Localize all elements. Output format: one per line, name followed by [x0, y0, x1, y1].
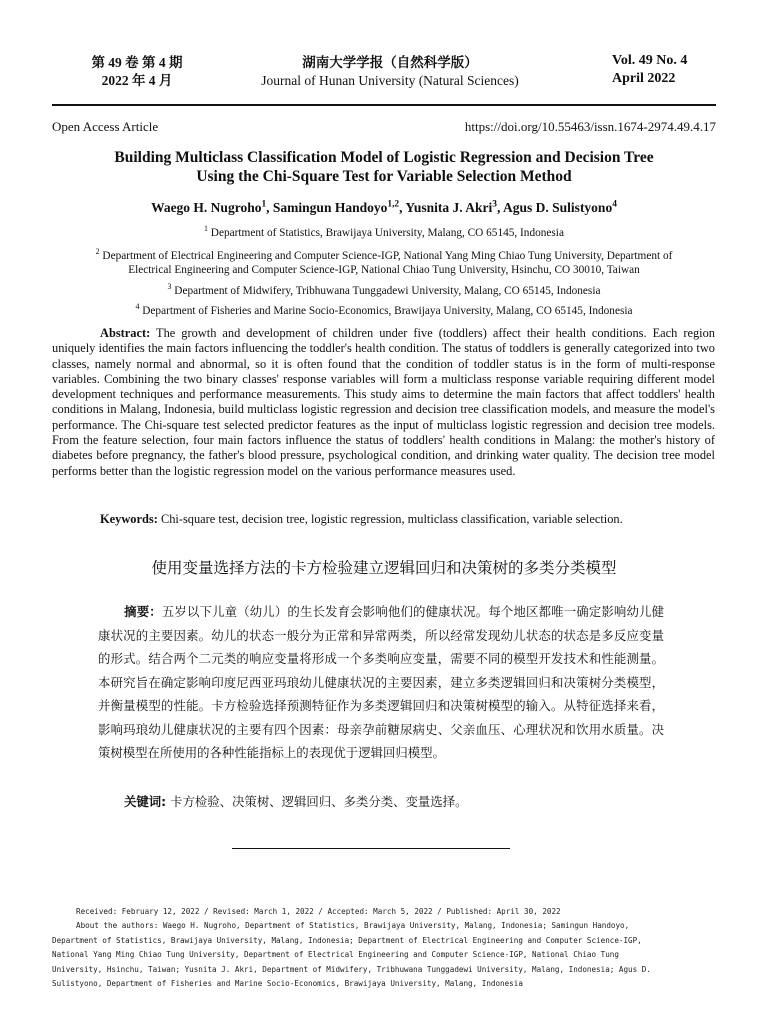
author-list	[40, 200, 728, 216]
affiliation-text: Department of Electrical Engineering and Computer Science-IGP, National Yang Ming Chiao Tung University, Department of	[102, 250, 673, 262]
footnote-divider	[232, 848, 510, 849]
journal-name-cn: 湖南大学学报（自然科学版）	[302, 55, 478, 70]
issue-volume-cn: 第 49 卷 第 4 期	[91, 55, 183, 70]
author-affiliation-mark: 4	[612, 199, 617, 210]
footnote-line: Sulistyono, Department of Fisheries and Marine Socio-Economics, Brawijaya University, Malang, Indonesia	[52, 979, 523, 989]
affiliation-1	[40, 224, 728, 241]
footnote-line: National Yang Ming Chiao Tung University, Department of Electrical Engineering and Computer Science-IGP, National Chiao Tung	[52, 950, 619, 960]
author-affiliation-mark: 1	[261, 199, 267, 210]
footnote-dates: Received: February 12, 2022 / Revised: March 1, 2022 / Accepted: March 5, 2022 / Published: April 30, 2022	[76, 907, 561, 916]
footnote-line: About the authors: Waego H. Nugroho, Department of Statistics, Brawijaya University, Malang, Indonesia; Samingun Handoyo,	[76, 921, 630, 931]
doi-link[interactable]: https://doi.org/10.55463/issn.1674-2974.49.4.17	[464, 119, 716, 134]
access-label: Open Access Article	[52, 119, 159, 134]
journal-name-en: Journal of Hunan University (Natural Sciences)	[261, 73, 519, 88]
footnote	[52, 905, 716, 991]
affiliation-number: 2	[95, 247, 100, 257]
issue-info-en	[612, 52, 742, 88]
abstract-cn	[98, 600, 664, 765]
author-affiliation-mark: 3	[492, 199, 498, 210]
affiliation-2	[40, 247, 728, 277]
journal-header	[0, 0, 768, 106]
keywords-en	[100, 512, 720, 527]
keywords-label: Keywords:	[100, 512, 158, 526]
author-separator: ,	[399, 200, 406, 215]
affiliation-text: Department of Midwifery, Tribhuwana Tunggadewi University, Malang, CO 65145, Indonesia	[174, 285, 601, 297]
abstract-text-cn: 五岁以下儿童（幼儿）的生长发育会影响他们的健康状况。每个地区都唯一确定影响幼儿健康状况的主要因素。幼儿的状态一般分为正常和异常两类，所以经常发现幼儿状态的状态是多反应变量的形式。结合两个二元类的响应变量将形成一个多类响应变量，需要不同的模型开发技术和性能测量。本研究旨在确定影响印度尼西亚玛琅幼儿健康状况的主要因素，建立多类逻辑回归和决策树分类模型，并衡量模型的性能。卡方检验选择预测特征作为多类逻辑回归和决策树模型的输入。从特征选择来看，影响玛琅幼儿健康状况的主要有四个因素：母亲孕前糖尿病史、父亲血压、心理状况和饮用水质量。决策树模型在所使用的各种性能指标上的表现优于逻辑回归模型。	[98, 604, 665, 760]
keywords-text: Chi-square test, decision tree, logistic regression, multiclass classification, variable selection.	[160, 512, 623, 526]
issue-date-en: April 2022	[612, 71, 676, 86]
abstract-label: Abstract:	[100, 326, 151, 340]
affiliation-text: Department of Fisheries and Marine Socio-Economics, Brawijaya University, Malang, CO 65145, Indonesia	[142, 305, 633, 317]
paper-title	[40, 148, 728, 186]
affiliation-4	[40, 302, 728, 319]
abstract-label-cn: 摘要：	[124, 604, 162, 619]
paper-title-cn: 使用变量选择方法的卡方检验建立逻辑回归和决策树的多类分类模型	[151, 559, 617, 577]
journal-name	[200, 54, 580, 90]
affiliation-number: 1	[204, 224, 208, 234]
author-name: Yusnita J. Akri	[405, 200, 493, 215]
abstract-en	[52, 326, 715, 479]
author-name: Agus D. Sulistyono	[503, 200, 613, 215]
author-separator: ,	[497, 200, 504, 215]
affiliation-3	[40, 282, 728, 299]
header-divider	[52, 104, 716, 106]
affiliation-number: 4	[135, 302, 140, 312]
author-name: Samingun Handoyo	[272, 200, 388, 215]
issue-date-cn: 2022 年 4 月	[101, 73, 173, 88]
keywords-text-cn: 卡方检验、决策树、逻辑回归、多类分类、变量选择。	[170, 794, 468, 809]
author-name: Waego H. Nugroho	[151, 200, 262, 215]
footnote-line: University, Hsinchu, Taiwan; Yusnita J. Akri, Department of Midwifery, Tribhuwana Tunggadewi University, Malang, Indonesia; Agus D.	[52, 964, 651, 974]
affiliation-text: Electrical Engineering and Computer Science-IGP, National Chiao Tung University, Hsinchu, CO 30010, Taiwan	[128, 263, 640, 276]
abstract-text: The growth and development of children under five (toddlers) affect their health conditions. Each region uniquely identifies the main factors influencing the toddler's health condition. The status of toddlers is generally categorized into two classes, namely normal and abnormal, so it is often found that the condition of toddler status is in the form of multi-response variables. Combining the two binary classes' response variables will form a multiclass response variable requiring different model development techniques and performance measurements. This study aims to determine the main factors that affect toddlers' health conditions in Malang, Indonesia, build multiclass logistic regression and decision tree classification models, and measure the model's performance. The Chi-square test selected predictor features as the input of multiclass logistic regression and decision tree models. From the feature selection, four main factors influence the status of toddlers' health conditions in Malang: the mother's history of diabetes before pregnancy, the father's blood pressure, psychological condition, and drinking water quality. The decision tree model performs better than the logistic regression model on the various performance measures used.	[52, 326, 715, 478]
keywords-cn	[124, 792, 684, 810]
affiliation-number: 3	[167, 282, 172, 292]
affiliation-text: Department of Statistics, Brawijaya University, Malang, CO 65145, Indonesia	[210, 227, 564, 239]
footnote-line: Department of Statistics, Brawijaya University, Malang, Indonesia; Department of Electrical Engineering and Computer Science-IGP,	[52, 935, 642, 945]
issue-info-cn	[72, 54, 202, 90]
paper-title-line: Building Multiclass Classification Model of Logistic Regression and Decision Tree	[114, 149, 654, 166]
paper-title-line: Using the Chi-Square Test for Variable Selection Method	[196, 168, 572, 185]
author-affiliation-mark: 1,2	[387, 199, 400, 210]
keywords-label-cn: 关键词:	[124, 794, 167, 809]
author-separator: ,	[266, 200, 273, 215]
issue-volume-en: Vol. 49 No. 4	[612, 53, 688, 68]
